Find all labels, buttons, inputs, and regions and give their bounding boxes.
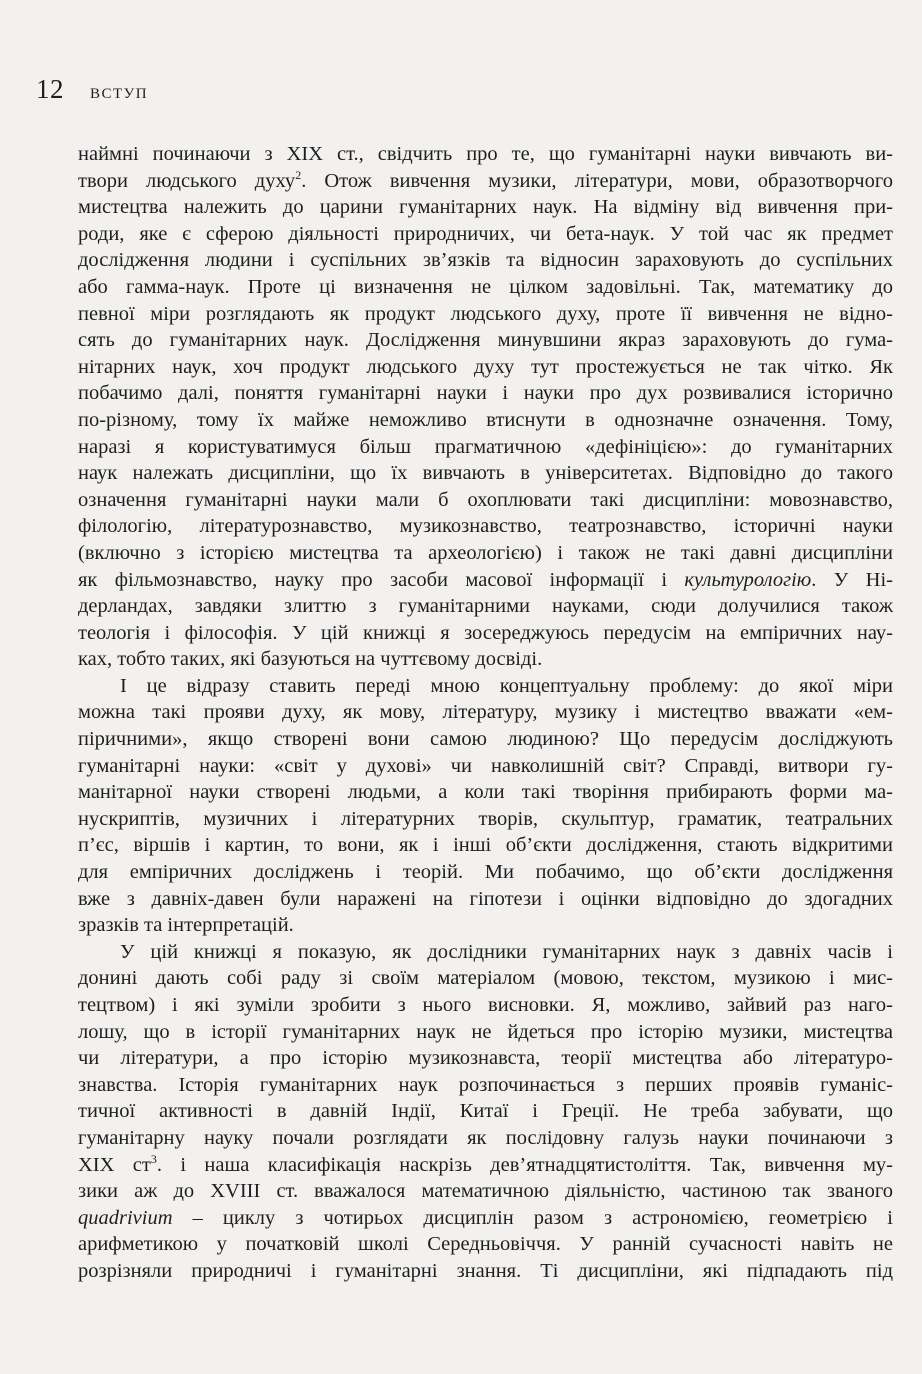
text-line: теологія і філософія. У цій книжці я зосереджуюсь передусім на емпіричних нау- — [78, 621, 893, 644]
text-line: наук належать дисципліни, що їх вивчають в університетах. Відповідно до такого — [78, 462, 893, 485]
text-line: XIX $ст^3$. і наша класифікація наскрізь дев’ятнадцятистоліття. Так, вивчення му- — [78, 1151, 894, 1176]
footnote-ref-3: 3 — [150, 1151, 157, 1166]
running-head: ВСТУП — [90, 86, 149, 102]
text-line: quadrivium – циклу з чотирьох дисциплін разом з астрономією, геометрією і — [78, 1206, 893, 1229]
text-line: лошу, що в історії гуманітарних наук не йдеться про історію музики, мистецтва — [78, 1020, 893, 1043]
page-number: 12 — [36, 74, 64, 104]
text-line: мистецтва належить до царини гуманітарних наук. На відміну від вивчення при- — [78, 196, 893, 219]
text-line: твори людського духу$^2$. Отож вивчення музики, літератури, мови, образотворчого — [78, 167, 893, 192]
text-line: зики аж до XVIII ст. вважалося математичною діяльністю, частиною так званого — [78, 1180, 893, 1203]
text-line: знавства. Історія гуманітарних наук розпочинається з перших проявів гуманіс- — [78, 1073, 893, 1096]
paragraph-1 — [78, 141, 893, 673]
text-line: гуманітарну науку почали розглядати як послідовну галузь науки починаючи з — [78, 1126, 893, 1149]
text-line: можна такі прояви духу, як мову, літературу, музику і мистецтво вважати «ем- — [78, 701, 893, 724]
text-line: ках, тобто таких, які базуються на чуттєвому досвіді. — [78, 648, 543, 671]
text-line: побачимо далі, поняття гуманітарні науки і науки про дух розвивалися історично — [78, 382, 893, 405]
text-line: арифметикою у початковій школі Середньовіччя. У ранній сучасності навіть не — [78, 1233, 893, 1256]
text-line: розрізняли природничі і гуманітарні знання. Ті дисципліни, які підпадають під — [78, 1259, 893, 1282]
italic-term: quadrivium — [78, 1206, 173, 1229]
text-line: дослідження людини і суспільних зв’язків та відносин зараховують до суспільних — [78, 249, 893, 272]
text-line: донині дають собі раду зі своїм матеріалом (мовою, текстом, музикою і мис- — [78, 967, 893, 990]
text-line: наймні починаючи з XIX ст., свідчить про те, що гуманітарні науки вивчають ви- — [78, 143, 893, 165]
text-line: або гамма-наук. Проте ці визначення не цілком задовільні. Так, математику до — [78, 275, 893, 298]
text-line: нускриптів, музичних і літературних творів, скульптур, граматик, театральних — [78, 807, 893, 830]
text-line: як фільмознавство, науку про засоби масової інформації і культурологію. У Ні- — [78, 568, 893, 591]
text-line: зразків та інтерпретацій. — [78, 914, 294, 937]
text-line: тичної активності в давній Індії, Китаї і Греції. Не треба забувати, що — [78, 1100, 893, 1123]
text-line: вже з давніх-давен були наражені на гіпотези і оцінки відповідно до здогадних — [78, 887, 893, 910]
text-line: (включно з історією мистецтва та археологією) і також не такі давні дисципліни — [78, 541, 893, 564]
text-line: У цій книжці я показую, як дослідники гуманітарних наук з давніх часів і — [120, 940, 893, 963]
text-line: п’єс, віршів і картин, то вони, як і інші об’єкти дослідження, стають відкритими — [78, 834, 893, 857]
text-line: тецтвом) і які зуміли зробити з нього висновки. Я, можливо, зайвий раз наго- — [78, 994, 893, 1016]
text-line: означення гуманітарні науки мали б охоплювати такі дисципліни: мовознавство, — [78, 488, 893, 511]
text-line: наразі я користуватимуся більш прагматичною «дефініцією»: до гуманітарних — [78, 435, 893, 458]
body-text — [78, 141, 893, 1285]
text-line: манітарної науки створені людьми, а коли такі творіння прибирають форми ма- — [78, 781, 893, 804]
text-line: певної міри розглядають як продукт людського духу, проте її вивчення не відно- — [78, 302, 893, 325]
text-line: І це відразу ставить переді мною концептуальну проблему: до якої міри — [120, 674, 893, 697]
text-line: філологію, літературознавство, музикознавство, театрознавство, історичні науки — [78, 515, 893, 538]
paragraph-3 — [78, 939, 893, 1285]
text-line: чи літератури, а про історію музикознавста, теорії мистецтва або літературо- — [78, 1047, 893, 1070]
text-line: роди, яке є сферою діяльності природничих, чи бета-наук. У той час як предмет — [78, 222, 893, 245]
text-line: для емпіричних досліджень і теорій. Ми побачимо, що об’єкти дослідження — [78, 861, 893, 884]
text-line: по-різному, тому їх майже неможливо втиснути в однозначне означення. Тому, — [78, 408, 893, 431]
paragraph-2 — [78, 673, 893, 939]
text-line: гуманітарні науки: «світ у духові» чи навколишній світ? Справді, витвори гу- — [78, 754, 893, 777]
page-header — [36, 74, 148, 105]
footnote-ref-2: 2 — [295, 167, 302, 182]
text-line: нітарних наук, хоч продукт людського духу тут простежується не так чітко. Як — [78, 355, 893, 378]
text-line: піричними», якщо створені вони самою людиною? Що передусім досліджують — [78, 728, 893, 751]
text-line: дерландах, завдяки злиттю з гуманітарними науками, сюди долучилися також — [78, 595, 893, 618]
italic-term: культурологію — [684, 568, 812, 591]
text-line: сять до гуманітарних наук. Дослідження минувшини якраз зараховують до гума- — [78, 329, 893, 352]
